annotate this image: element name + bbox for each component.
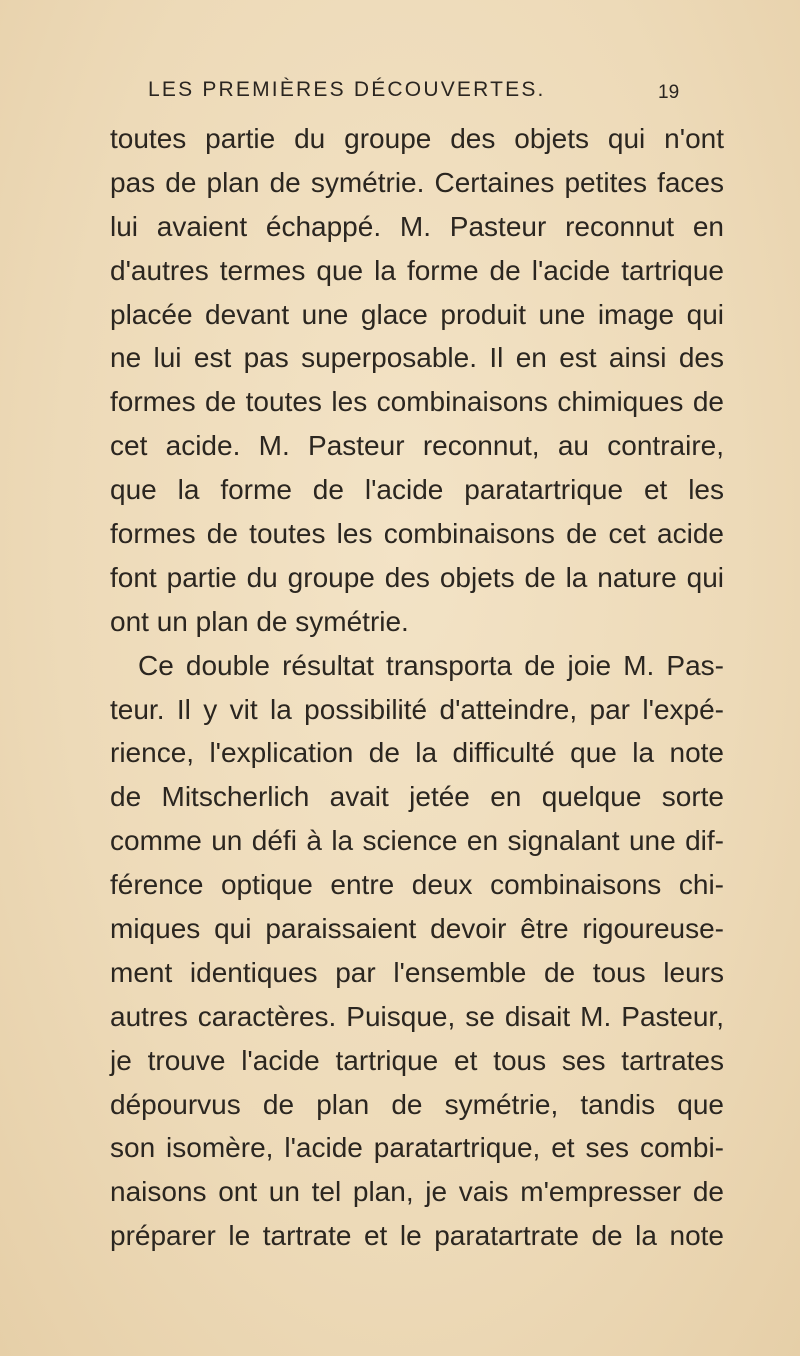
text-line: ont un plan de symétrie. bbox=[110, 605, 409, 637]
text-line: ment identiques par l'ensemble de tous leurs bbox=[110, 956, 724, 988]
text-line: formes de toutes les combinaisons chimiques de bbox=[110, 386, 724, 418]
text-line: font partie du groupe des objets de la nature qui bbox=[110, 561, 724, 593]
text-line: cet acide. M. Pasteur reconnut, au contraire, bbox=[110, 430, 724, 462]
text-line: je trouve l'acide tartrique et tous ses tartrates bbox=[110, 1044, 724, 1076]
running-title: LES PREMIÈRES DÉCOUVERTES. bbox=[148, 78, 546, 101]
text-line: Ce double résultat transporta de joie M. Pas- bbox=[138, 649, 724, 681]
paragraph-1 bbox=[110, 117, 724, 644]
text-line: formes de toutes les combinaisons de cet acide bbox=[110, 518, 724, 550]
text-line: dépourvus de plan de symétrie, tandis que bbox=[110, 1088, 724, 1120]
text-line: lui avaient échappé. M. Pasteur reconnut en bbox=[110, 210, 724, 242]
text-line: férence optique entre deux combinaisons chi- bbox=[110, 869, 724, 901]
text-line: préparer le tartrate et le paratartrate de la note bbox=[110, 1220, 724, 1252]
text-line: teur. Il y vit la possibilité d'atteindre, par l'expé- bbox=[110, 693, 724, 725]
text-line: naisons ont un tel plan, je vais m'empresser de bbox=[110, 1176, 724, 1208]
running-head bbox=[110, 78, 730, 112]
page-number: 19 bbox=[658, 82, 680, 103]
text-line: que la forme de l'acide paratartrique et les bbox=[110, 474, 724, 506]
text-line: placée devant une glace produit une image qui bbox=[110, 298, 724, 330]
text-line: rience, l'explication de la difficulté que la note bbox=[110, 737, 724, 769]
text-line: d'autres termes que la forme de l'acide tartrique bbox=[110, 254, 724, 286]
text-line: toutes partie du groupe des objets qui n'ont bbox=[110, 123, 724, 154]
text-line: pas de plan de symétrie. Certaines petites faces bbox=[110, 166, 724, 198]
text-line: ne lui est pas superposable. Il en est ainsi des bbox=[110, 342, 724, 374]
text-line: miques qui paraissaient devoir être rigoureuse- bbox=[110, 913, 724, 945]
text-line: comme un défi à la science en signalant une dif- bbox=[110, 825, 724, 857]
paragraph-2 bbox=[110, 644, 724, 1258]
text-line: son isomère, l'acide paratartrique, et ses combi- bbox=[110, 1132, 724, 1164]
text-line: de Mitscherlich avait jetée en quelque sorte bbox=[110, 781, 724, 813]
text-line: autres caractères. Puisque, se disait M. Pasteur, bbox=[110, 1000, 724, 1032]
body-text bbox=[110, 117, 724, 1258]
